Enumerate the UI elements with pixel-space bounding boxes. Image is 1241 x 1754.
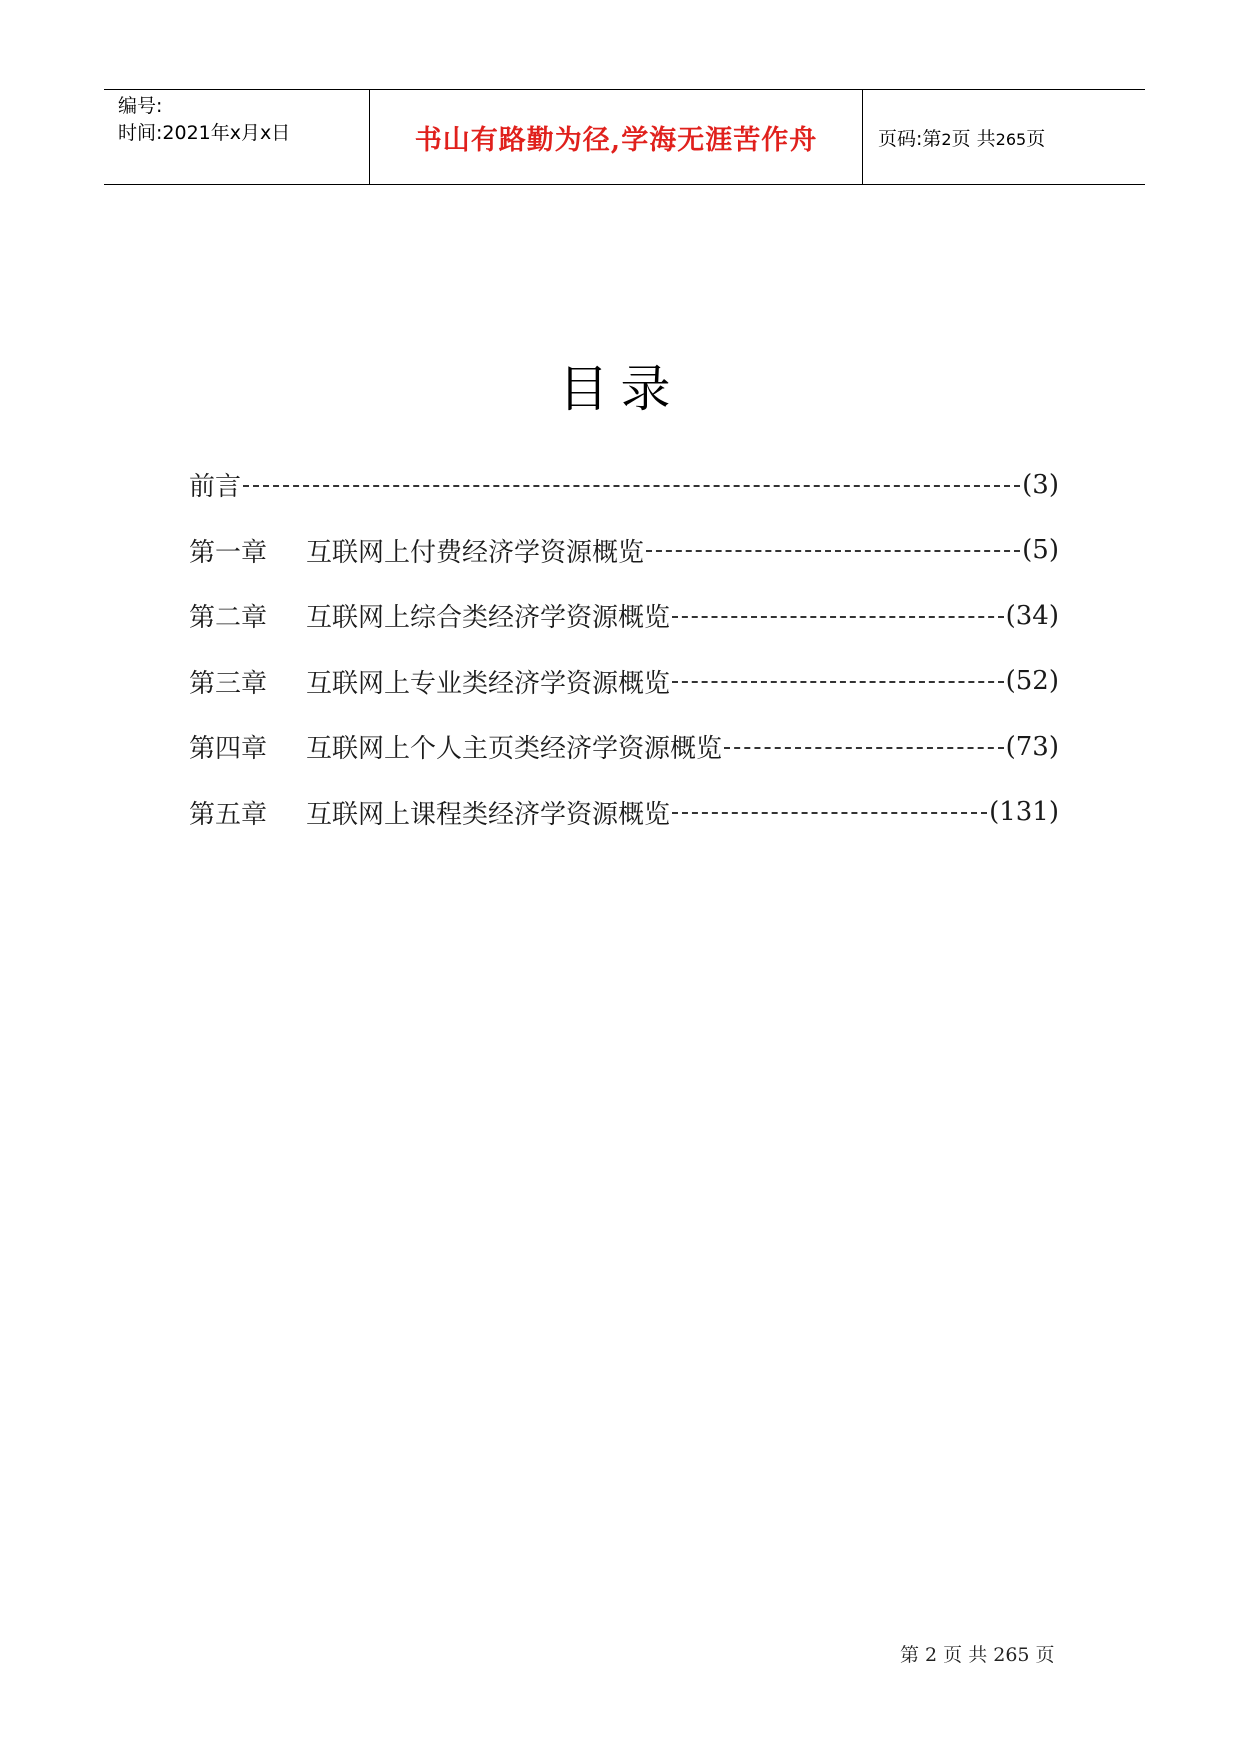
header-motto: 书山有路勤为径,学海无涯苦作舟 xyxy=(414,124,818,156)
time-label: 时间:2021年x月x日 xyxy=(118,122,291,144)
toc-item-label: 互联网上综合类经济学资源概览 xyxy=(306,603,671,634)
page-footer: 第 2 页 共 265 页 xyxy=(900,1644,1055,1666)
toc-leader xyxy=(243,485,1020,487)
page-header xyxy=(104,89,1145,185)
toc-leader xyxy=(672,616,1004,618)
table-of-contents xyxy=(189,452,1059,845)
toc-item-page: (131) xyxy=(989,797,1059,828)
toc-item-preface[interactable] xyxy=(189,452,1059,518)
toc-item-page: (34) xyxy=(1005,600,1059,631)
page-total: 265 xyxy=(995,129,1027,149)
toc-item-label: 前言 xyxy=(189,472,242,503)
toc-item-page: (52) xyxy=(1005,666,1059,697)
toc-item-page: (73) xyxy=(1005,731,1059,762)
toc-title: 目录 xyxy=(558,360,683,418)
toc-item-label: 互联网上专业类经济学资源概览 xyxy=(306,668,671,699)
toc-item-chapter-3[interactable] xyxy=(189,649,1059,715)
header-page-cell xyxy=(864,90,1145,184)
toc-item-label: 互联网上课程类经济学资源概览 xyxy=(306,799,671,830)
toc-item-chapter-1[interactable] xyxy=(189,518,1059,584)
toc-leader xyxy=(672,681,1004,683)
toc-item-label: 互联网上付费经济学资源概览 xyxy=(306,537,645,568)
toc-item-chapter: 第二章 xyxy=(189,603,268,634)
header-motto-cell xyxy=(370,90,863,184)
page-suffix: 页 xyxy=(1026,127,1046,150)
toc-item-chapter-4[interactable] xyxy=(189,714,1059,780)
page-prefix: 页码:第 xyxy=(878,127,942,150)
toc-item-chapter: 第四章 xyxy=(189,734,268,765)
toc-item-page: (3) xyxy=(1022,469,1059,500)
page-current: 2 xyxy=(941,129,952,149)
toc-item-chapter: 第一章 xyxy=(189,537,268,568)
header-page-info xyxy=(878,124,1045,151)
toc-leader xyxy=(646,550,1020,552)
toc-item-label: 互联网上个人主页类经济学资源概览 xyxy=(306,734,723,765)
toc-leader xyxy=(724,747,1004,749)
header-meta xyxy=(104,90,370,184)
toc-leader xyxy=(672,812,987,814)
toc-item-chapter: 第三章 xyxy=(189,668,268,699)
number-label: 编号: xyxy=(118,95,163,117)
toc-item-chapter-2[interactable] xyxy=(189,583,1059,649)
toc-item-chapter: 第五章 xyxy=(189,799,268,830)
toc-item-page: (5) xyxy=(1022,535,1059,566)
toc-item-chapter-5[interactable] xyxy=(189,780,1059,846)
page-mid: 页 共 xyxy=(951,127,996,150)
